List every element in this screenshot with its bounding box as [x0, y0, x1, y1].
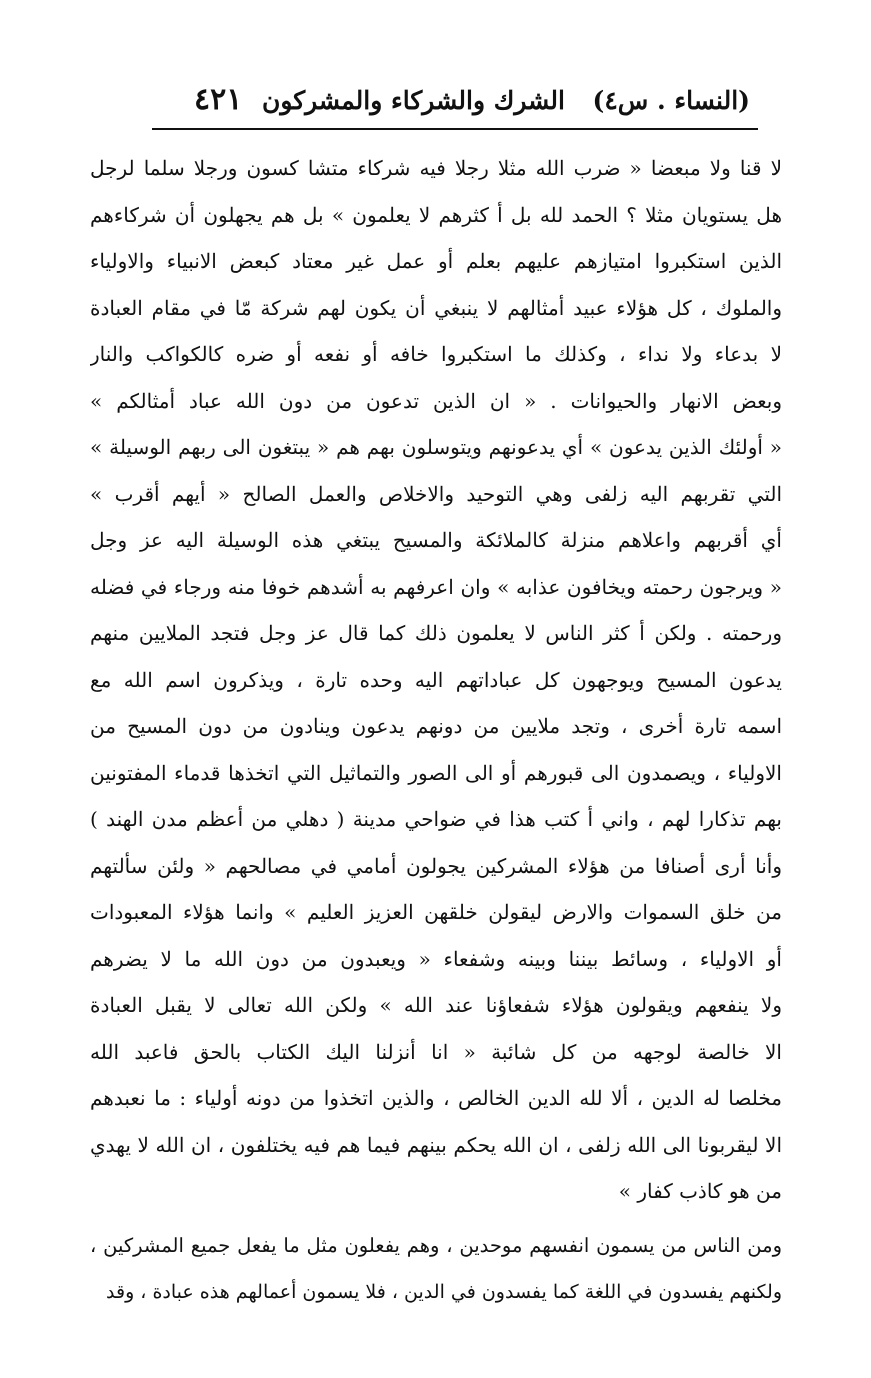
header-divider [152, 128, 758, 130]
body-text [90, 145, 782, 1316]
text-line: من هو كاذب كفار » [618, 1179, 782, 1203]
surah-reference: (النساء . س٤) [592, 86, 750, 115]
text-line: والملوك ، كل هؤلاء عبيد أمثالهم لا ينبغي أن يكون لهم شركة مّا في مقام العبادة [90, 295, 782, 320]
text-line: الذين استكبروا امتيازهم عليهم بعلم أو عمل غير معتاد كبعض الانبياء والاولياء [90, 249, 782, 273]
text-line: من خلق السموات والارض ليقولن خلقهن العزيز العليم » وانما هؤلاء المعبودات [90, 900, 782, 924]
text-line: لا بدعاء ولا نداء ، وكذلك ما استكبروا خافه أو نفعه أو ضره كالكواكب والنار [90, 342, 782, 366]
text-line: ولكنهم يفسدون في اللغة كما يفسدون في الدين ، فلا يسمون أعمالهم هذه عبادة ، وقد [106, 1281, 782, 1303]
text-line: أو الاولياء ، وسائط بيننا وبينه وشفعاء « ويعبدون من دون الله ما لا يضرهم [90, 946, 782, 971]
text-line: ولا ينفعهم ويقولون هؤلاء شفعاؤنا عند الله » ولكن الله تعالى لا يقبل العبادة [90, 993, 782, 1017]
text-line: بهم تذكارا لهم ، واني أ كتب هذا في ضواحي مدينة ( دهلي من أعظم مدن الهند ) [90, 807, 782, 831]
text-line: « ويرجون رحمته ويخافون عذابه » وان اعرفهم به أشدهم خوفا منه ورجاء في فضله [90, 574, 782, 599]
text-line: يدعون المسيح ويوجهون كل عباداتهم اليه وحده تارة ، ويذكرون اسم الله مع [90, 667, 782, 692]
text-line: هل يستويان مثلا ؟ الحمد لله بل أ كثرهم لا يعلمون » بل هم يجهلون أن شركاءهم [90, 202, 782, 227]
text-line: لا قنا ولا مبعضا « ضرب الله مثلا رجلا فيه شركاء متشا كسون ورجلا سلما لرجل [90, 156, 782, 180]
page-number: ٤٢١ [194, 82, 243, 117]
text-line: مخلصا له الدين ، ألا لله الدين الخالص ، والذين اتخذوا من دونه أولياء : ما نعبدهم [90, 1086, 782, 1110]
text-line: أي أقربهم واعلاهم منزلة كالملائكة والمسيح يبتغي هذه الوسيلة اليه عز وجل [90, 528, 782, 552]
text-line: الاولياء ، ويصمدون الى قبورهم أو الى الصور والتماثيل التي اتخذها قدماء المفتونين [90, 760, 782, 785]
text-line: الا ليقربونا الى الله زلفى ، ان الله يحكم بينهم فيما هم فيه يختلفون ، ان الله لا يهدي [90, 1132, 782, 1157]
text-line: التي تقربهم اليه زلفى وهي التوحيد والاخلاص والعمل الصالح « أيهم أقرب » [90, 481, 782, 506]
text-line: الا خالصة لوجهه من كل شائبة « انا أنزلنا اليك الكتاب بالحق فاعبد الله [90, 1039, 782, 1064]
paragraph-gap [90, 1215, 782, 1223]
text-line: ورحمته . ولكن أ كثر الناس لا يعلمون ذلك كما قال عز وجل فتجد الملايين منهم [90, 621, 782, 645]
text-line: ومن الناس من يسمون انفسهم موحدين ، وهم يفعلون مثل ما يفعل جميع المشركين ، [90, 1233, 782, 1257]
paragraph [90, 1223, 782, 1316]
text-line: وبعض الانهار والحيوانات . « ان الذين تدعون من دون الله عباد أمثالكم » [90, 388, 782, 413]
page-header [150, 80, 750, 132]
text-line: « أولئك الذين يدعون » أي يدعونهم ويتوسلون بهم هم « يبتغون الى ربهم الوسيلة » [90, 435, 782, 459]
running-title: الشرك والشركاء والمشركون [261, 86, 565, 115]
text-line: اسمه تارة أخرى ، وتجد ملايين من دونهم يدعون وينادون من دون المسيح من [90, 714, 782, 738]
paragraph [90, 145, 782, 1215]
text-line: وأنا أرى أصنافا من هؤلاء المشركين يجولون أمامي في مصالحهم « ولئن سألتهم [90, 853, 782, 878]
